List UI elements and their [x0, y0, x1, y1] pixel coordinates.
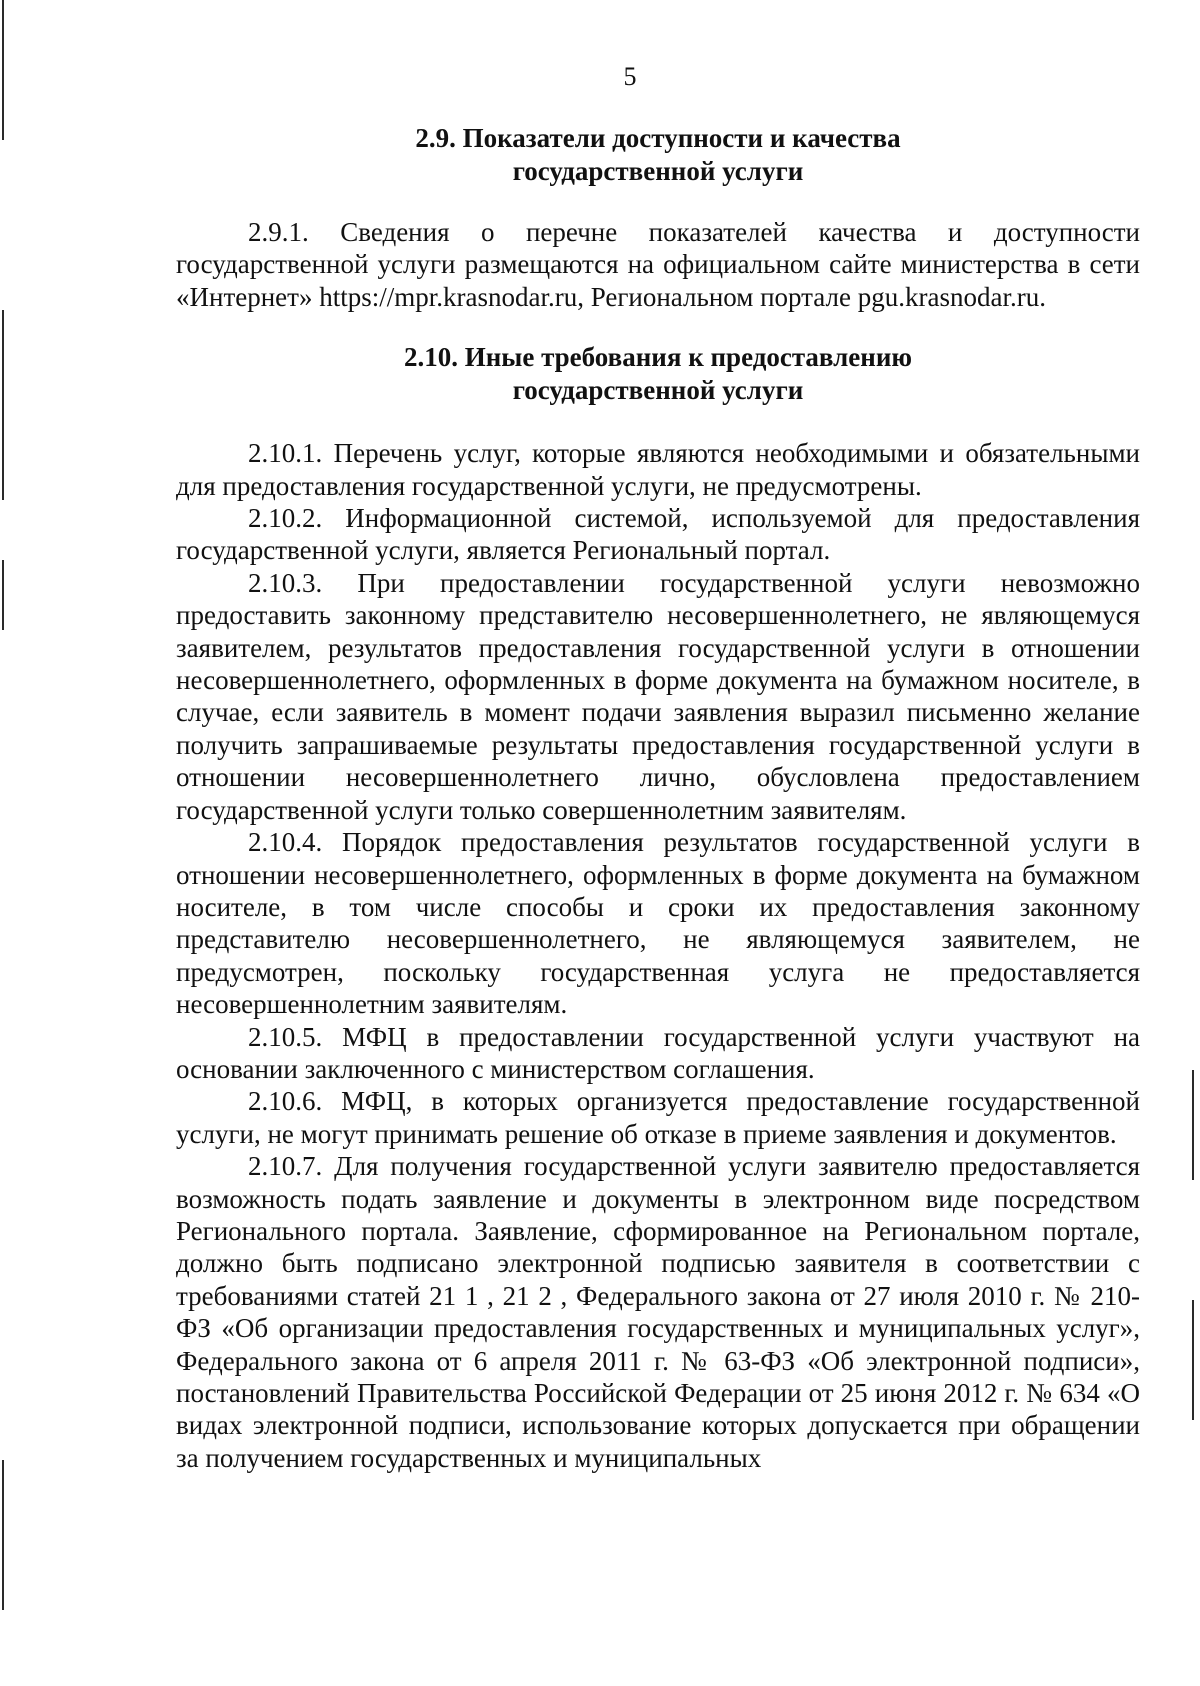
scan-edge-mark — [2, 560, 4, 630]
scan-edge-mark — [1192, 1070, 1194, 1180]
heading-line: 2.10. Иные требования к предоставлению — [403, 342, 913, 373]
heading-line: государственной услуги — [512, 156, 804, 186]
paragraph-2-10-3: 2.10.3. При предоставлении государственной услуги невозможно предоставить законному представителю несовершеннолетнего, не являющемуся заявителем, результатов предоставления государственной услуги в отношении несовершеннолетнего, оформленных в форме документа на бумажном носителе, в случае, если заявитель в момент подачи заявления выразил письменно желание получить запрашиваемые результаты предоставления государственной услуги в отношении несовершеннолетнего лично, обусловлена предоставлением государственной услуги только совершеннолетним заявителям. — [176, 567, 1140, 825]
paragraph-2-10-4: 2.10.4. Порядок предоставления результатов государственной услуги в отношении несовершеннолетнего, оформленных в форме документа на бумажном носителе, в том числе способы и сроки их предоставления законному представителю несовершеннолетнего, не являющемуся заявителем, не предусмотрен, поскольку государственная услуга не предоставляется несовершеннолетним заявителям. — [176, 827, 1140, 1020]
heading-line: 2.9. Показатели доступности и качества — [415, 123, 901, 153]
paragraph-2-10-6: 2.10.6. МФЦ, в которых организуется предоставление государственной услуги, не могут принимать решение об отказе в приеме заявления и документов. — [176, 1086, 1140, 1149]
paragraph-2-10-2: 2.10.2. Информационной системой, используемой для предоставления государственной услуги, является Региональный портал. — [176, 503, 1140, 566]
scan-edge-mark — [2, 310, 4, 500]
scan-edge-mark — [1192, 1300, 1194, 1420]
heading-line: государственной услуги — [512, 375, 804, 406]
section-heading — [176, 122, 1140, 188]
document-body — [176, 122, 1140, 1474]
page-number: 5 — [623, 62, 637, 91]
paragraph-2-10-5: 2.10.5. МФЦ в предоставлении государственной услуги участвуют на основании заключенного с министерством соглашения. — [176, 1021, 1140, 1084]
section-body — [176, 216, 1140, 313]
section-2-10 — [176, 341, 1140, 1474]
paragraph-2-10-1: 2.10.1. Перечень услуг, которые являются необходимыми и обязательными для предоставления государственной услуги, не предусмотрены. — [176, 438, 1140, 501]
section-2-9 — [176, 122, 1140, 313]
paragraph-2-10-7: 2.10.7. Для получения государственной услуги заявителю предоставляется возможность подать заявление и документы в электронном виде посредством Регионального портала. Заявление, сформированное на Региональном портале, должно быть подписано электронной подписью заявителя в соответствии с требованиями статей 21 1 , 21 2 , Федерального закона от 27 июля 2010 г. № 210-ФЗ «Об организации предоставления государственных и муниципальных услуг», Федерального закона от 6 апреля 2011 г. № 63-ФЗ «Об электронной подписи», постановлений Правительства Российской Федерации от 25 июня 2012 г. № 634 «О видах электронной подписи, использование которых допускается при обращении за получением государственных и муниципальных — [176, 1151, 1140, 1473]
section-heading — [176, 341, 1140, 407]
paragraph-2-9-1: 2.9.1. Сведения о перечне показателей качества и доступности государственной услуги размещаются на официальном сайте министерства в сети «Интернет» https://mpr.krasnodar.ru, Региональном портале pgu.krasnodar.ru. — [176, 217, 1140, 312]
scan-edge-mark — [2, 1460, 4, 1610]
section-body — [176, 437, 1140, 1474]
